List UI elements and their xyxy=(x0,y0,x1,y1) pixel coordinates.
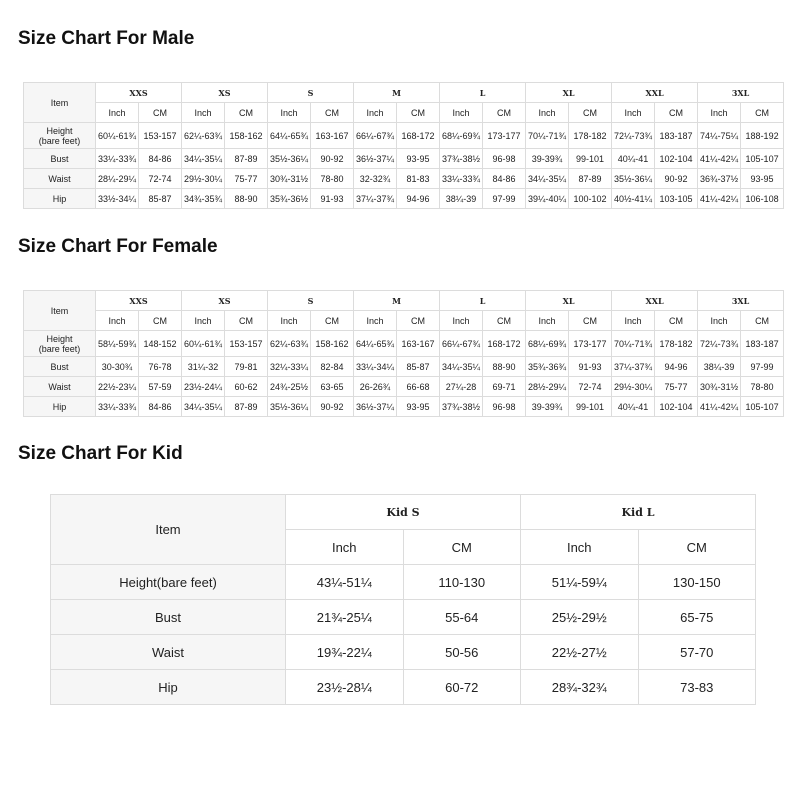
measurement-cell: 178-182 xyxy=(655,331,698,357)
measurement-cell: 28¾-32¾ xyxy=(521,670,639,705)
measurement-cell: 90-92 xyxy=(311,149,354,169)
unit-cm-header: CM xyxy=(655,103,698,123)
measurement-cell: 38¼-39 xyxy=(440,189,483,209)
size-header-row xyxy=(24,291,784,311)
measurement-cell: 34¼-35¼ xyxy=(182,149,225,169)
measurement-cell: 32-32¾ xyxy=(354,169,397,189)
measurement-cell: 62¼-63¾ xyxy=(182,123,225,149)
measurement-cell: 148-152 xyxy=(139,331,182,357)
row-label: Waist xyxy=(24,169,96,189)
table-row xyxy=(24,149,784,169)
measurement-cell: 105-107 xyxy=(741,397,784,417)
measurement-cell: 85-87 xyxy=(397,357,440,377)
unit-header-row xyxy=(24,311,784,331)
unit-inch-header: Inch xyxy=(526,103,569,123)
unit-cm-header: CM xyxy=(638,530,756,565)
measurement-cell: 36½-37¼ xyxy=(354,397,397,417)
measurement-cell: 40¼-41 xyxy=(612,149,655,169)
size-header: Kid L xyxy=(521,495,756,530)
measurement-cell: 81-83 xyxy=(397,169,440,189)
measurement-cell: 43¼-51¼ xyxy=(286,565,404,600)
measurement-cell: 84-86 xyxy=(483,169,526,189)
unit-inch-header: Inch xyxy=(354,103,397,123)
measurement-cell: 91-93 xyxy=(311,189,354,209)
row-label: Waist xyxy=(51,635,286,670)
measurement-cell: 60¼-61¾ xyxy=(96,123,139,149)
measurement-cell: 183-187 xyxy=(655,123,698,149)
measurement-cell: 31¼-32 xyxy=(182,357,225,377)
unit-cm-header: CM xyxy=(483,311,526,331)
measurement-cell: 30-30¾ xyxy=(96,357,139,377)
unit-inch-header: Inch xyxy=(612,103,655,123)
measurement-cell: 39¼-40¼ xyxy=(526,189,569,209)
measurement-cell: 87-89 xyxy=(225,149,268,169)
measurement-cell: 33½-34¼ xyxy=(96,189,139,209)
measurement-cell: 68¼-69¾ xyxy=(440,123,483,149)
unit-inch-header: Inch xyxy=(521,530,639,565)
measurement-cell: 19¾-22¼ xyxy=(286,635,404,670)
measurement-cell: 34¼-35¼ xyxy=(182,397,225,417)
measurement-cell: 66¼-67¾ xyxy=(440,331,483,357)
measurement-cell: 106-108 xyxy=(741,189,784,209)
measurement-cell: 88-90 xyxy=(225,189,268,209)
row-label: Height (bare feet) xyxy=(24,123,96,149)
unit-cm-header: CM xyxy=(225,103,268,123)
measurement-cell: 168-172 xyxy=(483,331,526,357)
measurement-cell: 62¼-63¾ xyxy=(268,331,311,357)
measurement-cell: 153-157 xyxy=(225,331,268,357)
kid-size-table xyxy=(50,494,756,705)
row-label: Bust xyxy=(51,600,286,635)
measurement-cell: 41¼-42¼ xyxy=(698,189,741,209)
size-header: XL xyxy=(526,291,612,311)
measurement-cell: 40½-41¼ xyxy=(612,189,655,209)
measurement-cell: 37¼-37¾ xyxy=(354,189,397,209)
unit-inch-header: Inch xyxy=(268,311,311,331)
measurement-cell: 84-86 xyxy=(139,397,182,417)
table-row xyxy=(24,169,784,189)
measurement-cell: 99-101 xyxy=(569,397,612,417)
measurement-cell: 41¼-42¼ xyxy=(698,397,741,417)
measurement-cell: 102-104 xyxy=(655,397,698,417)
measurement-cell: 85-87 xyxy=(139,189,182,209)
measurement-cell: 90-92 xyxy=(311,397,354,417)
table-row xyxy=(51,670,756,705)
size-header: S xyxy=(268,83,354,103)
measurement-cell: 63-65 xyxy=(311,377,354,397)
measurement-cell: 35½-36¼ xyxy=(268,149,311,169)
measurement-cell: 130-150 xyxy=(638,565,756,600)
unit-inch-header: Inch xyxy=(440,311,483,331)
measurement-cell: 173-177 xyxy=(569,331,612,357)
measurement-cell: 93-95 xyxy=(397,149,440,169)
measurement-cell: 158-162 xyxy=(311,331,354,357)
female-size-table xyxy=(23,290,784,417)
unit-cm-header: CM xyxy=(139,103,182,123)
measurement-cell: 66-68 xyxy=(397,377,440,397)
item-header: Item xyxy=(24,291,96,331)
measurement-cell: 34¼-35¼ xyxy=(526,169,569,189)
measurement-cell: 99-101 xyxy=(569,149,612,169)
measurement-cell: 93-95 xyxy=(741,169,784,189)
measurement-cell: 30¾-31½ xyxy=(698,377,741,397)
measurement-cell: 87-89 xyxy=(225,397,268,417)
size-header: XXS xyxy=(96,83,182,103)
row-label: Hip xyxy=(51,670,286,705)
measurement-cell: 93-95 xyxy=(397,397,440,417)
measurement-cell: 60-72 xyxy=(403,670,521,705)
measurement-cell: 94-96 xyxy=(397,189,440,209)
item-header: Item xyxy=(24,83,96,123)
measurement-cell: 72-74 xyxy=(139,169,182,189)
unit-inch-header: Inch xyxy=(96,103,139,123)
measurement-cell: 84-86 xyxy=(139,149,182,169)
measurement-cell: 26-26¾ xyxy=(354,377,397,397)
size-header-row xyxy=(24,83,784,103)
size-header: L xyxy=(440,83,526,103)
measurement-cell: 168-172 xyxy=(397,123,440,149)
measurement-cell: 28¼-29¼ xyxy=(96,169,139,189)
size-header: XS xyxy=(182,291,268,311)
unit-cm-header: CM xyxy=(403,530,521,565)
unit-cm-header: CM xyxy=(225,311,268,331)
unit-inch-header: Inch xyxy=(96,311,139,331)
measurement-cell: 78-80 xyxy=(741,377,784,397)
size-header: S xyxy=(268,291,354,311)
measurement-cell: 21¾-25¼ xyxy=(286,600,404,635)
measurement-cell: 28½-29¼ xyxy=(526,377,569,397)
unit-inch-header: Inch xyxy=(182,103,225,123)
measurement-cell: 70¼-71¾ xyxy=(526,123,569,149)
measurement-cell: 29½-30¼ xyxy=(612,377,655,397)
measurement-cell: 72¼-73¾ xyxy=(612,123,655,149)
measurement-cell: 78-80 xyxy=(311,169,354,189)
unit-cm-header: CM xyxy=(483,103,526,123)
measurement-cell: 183-187 xyxy=(741,331,784,357)
measurement-cell: 29½-30¼ xyxy=(182,169,225,189)
measurement-cell: 158-162 xyxy=(225,123,268,149)
measurement-cell: 103-105 xyxy=(655,189,698,209)
unit-inch-header: Inch xyxy=(612,311,655,331)
measurement-cell: 35¾-36¾ xyxy=(526,357,569,377)
male-section-title: Size Chart For Male xyxy=(18,28,195,49)
unit-inch-header: Inch xyxy=(698,311,741,331)
measurement-cell: 178-182 xyxy=(569,123,612,149)
row-label: Hip xyxy=(24,189,96,209)
row-label: Bust xyxy=(24,149,96,169)
size-header: XL xyxy=(526,83,612,103)
row-label: Height (bare feet) xyxy=(24,331,96,357)
measurement-cell: 87-89 xyxy=(569,169,612,189)
measurement-cell: 22½-27½ xyxy=(521,635,639,670)
measurement-cell: 70¼-71¾ xyxy=(612,331,655,357)
measurement-cell: 24¾-25½ xyxy=(268,377,311,397)
unit-cm-header: CM xyxy=(569,103,612,123)
measurement-cell: 72-74 xyxy=(569,377,612,397)
measurement-cell: 102-104 xyxy=(655,149,698,169)
table-row xyxy=(51,600,756,635)
table-row xyxy=(51,635,756,670)
measurement-cell: 153-157 xyxy=(139,123,182,149)
measurement-cell: 73-83 xyxy=(638,670,756,705)
measurement-cell: 91-93 xyxy=(569,357,612,377)
measurement-cell: 37¾-38½ xyxy=(440,149,483,169)
size-header: M xyxy=(354,291,440,311)
measurement-cell: 30¾-31½ xyxy=(268,169,311,189)
measurement-cell: 39-39¾ xyxy=(526,397,569,417)
table-row xyxy=(24,123,784,149)
size-header: 3XL xyxy=(698,291,784,311)
measurement-cell: 75-77 xyxy=(225,169,268,189)
unit-cm-header: CM xyxy=(311,311,354,331)
measurement-cell: 34¾-35¾ xyxy=(182,189,225,209)
measurement-cell: 72¼-73¾ xyxy=(698,331,741,357)
measurement-cell: 97-99 xyxy=(483,189,526,209)
measurement-cell: 163-167 xyxy=(311,123,354,149)
unit-inch-header: Inch xyxy=(286,530,404,565)
row-label: Height(bare feet) xyxy=(51,565,286,600)
measurement-cell: 66¼-67¾ xyxy=(354,123,397,149)
measurement-cell: 40¼-41 xyxy=(612,397,655,417)
measurement-cell: 94-96 xyxy=(655,357,698,377)
kid-section-title: Size Chart For Kid xyxy=(18,443,183,464)
measurement-cell: 60¼-61¾ xyxy=(182,331,225,357)
unit-cm-header: CM xyxy=(569,311,612,331)
size-header: XXS xyxy=(96,291,182,311)
unit-header-row xyxy=(24,103,784,123)
measurement-cell: 82-84 xyxy=(311,357,354,377)
measurement-cell: 35¾-36½ xyxy=(268,189,311,209)
measurement-cell: 23½-28¼ xyxy=(286,670,404,705)
size-header: XS xyxy=(182,83,268,103)
size-header: L xyxy=(440,291,526,311)
measurement-cell: 188-192 xyxy=(741,123,784,149)
measurement-cell: 79-81 xyxy=(225,357,268,377)
measurement-cell: 22½-23¼ xyxy=(96,377,139,397)
measurement-cell: 33¼-33¾ xyxy=(440,169,483,189)
measurement-cell: 65-75 xyxy=(638,600,756,635)
unit-inch-header: Inch xyxy=(268,103,311,123)
measurement-cell: 57-59 xyxy=(139,377,182,397)
unit-inch-header: Inch xyxy=(698,103,741,123)
unit-cm-header: CM xyxy=(741,311,784,331)
unit-inch-header: Inch xyxy=(182,311,225,331)
row-label: Waist xyxy=(24,377,96,397)
size-header: M xyxy=(354,83,440,103)
measurement-cell: 32¼-33¼ xyxy=(268,357,311,377)
measurement-cell: 35½-36¼ xyxy=(612,169,655,189)
measurement-cell: 50-56 xyxy=(403,635,521,670)
item-header: Item xyxy=(51,495,286,565)
measurement-cell: 76-78 xyxy=(139,357,182,377)
measurement-cell: 23½-24¼ xyxy=(182,377,225,397)
measurement-cell: 58¼-59¾ xyxy=(96,331,139,357)
measurement-cell: 88-90 xyxy=(483,357,526,377)
measurement-cell: 100-102 xyxy=(569,189,612,209)
unit-cm-header: CM xyxy=(397,311,440,331)
size-header-row xyxy=(51,495,756,530)
measurement-cell: 75-77 xyxy=(655,377,698,397)
measurement-cell: 97-99 xyxy=(741,357,784,377)
table-row xyxy=(24,189,784,209)
measurement-cell: 74¼-75¼ xyxy=(698,123,741,149)
unit-cm-header: CM xyxy=(741,103,784,123)
row-label: Hip xyxy=(24,397,96,417)
unit-inch-header: Inch xyxy=(526,311,569,331)
measurement-cell: 90-92 xyxy=(655,169,698,189)
measurement-cell: 37¾-38½ xyxy=(440,397,483,417)
measurement-cell: 57-70 xyxy=(638,635,756,670)
unit-cm-header: CM xyxy=(655,311,698,331)
measurement-cell: 163-167 xyxy=(397,331,440,357)
size-header: XXL xyxy=(612,291,698,311)
size-header: Kid S xyxy=(286,495,521,530)
measurement-cell: 33¼-34¼ xyxy=(354,357,397,377)
measurement-cell: 37¼-37¾ xyxy=(612,357,655,377)
measurement-cell: 33¼-33¾ xyxy=(96,149,139,169)
female-section-title: Size Chart For Female xyxy=(18,236,218,257)
row-label: Bust xyxy=(24,357,96,377)
measurement-cell: 41¼-42¼ xyxy=(698,149,741,169)
table-row xyxy=(24,357,784,377)
size-header: XXL xyxy=(612,83,698,103)
measurement-cell: 64¼-65¾ xyxy=(354,331,397,357)
measurement-cell: 105-107 xyxy=(741,149,784,169)
measurement-cell: 64¼-65¾ xyxy=(268,123,311,149)
unit-cm-header: CM xyxy=(397,103,440,123)
measurement-cell: 110-130 xyxy=(403,565,521,600)
unit-inch-header: Inch xyxy=(354,311,397,331)
measurement-cell: 55-64 xyxy=(403,600,521,635)
measurement-cell: 69-71 xyxy=(483,377,526,397)
measurement-cell: 36¾-37½ xyxy=(698,169,741,189)
measurement-cell: 68¼-69¾ xyxy=(526,331,569,357)
measurement-cell: 96-98 xyxy=(483,149,526,169)
unit-cm-header: CM xyxy=(139,311,182,331)
measurement-cell: 33¼-33¾ xyxy=(96,397,139,417)
measurement-cell: 34¼-35¼ xyxy=(440,357,483,377)
measurement-cell: 96-98 xyxy=(483,397,526,417)
table-row xyxy=(24,397,784,417)
measurement-cell: 36½-37¼ xyxy=(354,149,397,169)
measurement-cell: 25½-29½ xyxy=(521,600,639,635)
measurement-cell: 35½-36¼ xyxy=(268,397,311,417)
table-row xyxy=(24,377,784,397)
measurement-cell: 51¼-59¼ xyxy=(521,565,639,600)
size-header: 3XL xyxy=(698,83,784,103)
measurement-cell: 173-177 xyxy=(483,123,526,149)
measurement-cell: 39-39¾ xyxy=(526,149,569,169)
unit-cm-header: CM xyxy=(311,103,354,123)
measurement-cell: 60-62 xyxy=(225,377,268,397)
unit-inch-header: Inch xyxy=(440,103,483,123)
table-row xyxy=(51,565,756,600)
male-size-table xyxy=(23,82,784,209)
measurement-cell: 27¼-28 xyxy=(440,377,483,397)
measurement-cell: 38¼-39 xyxy=(698,357,741,377)
table-row xyxy=(24,331,784,357)
